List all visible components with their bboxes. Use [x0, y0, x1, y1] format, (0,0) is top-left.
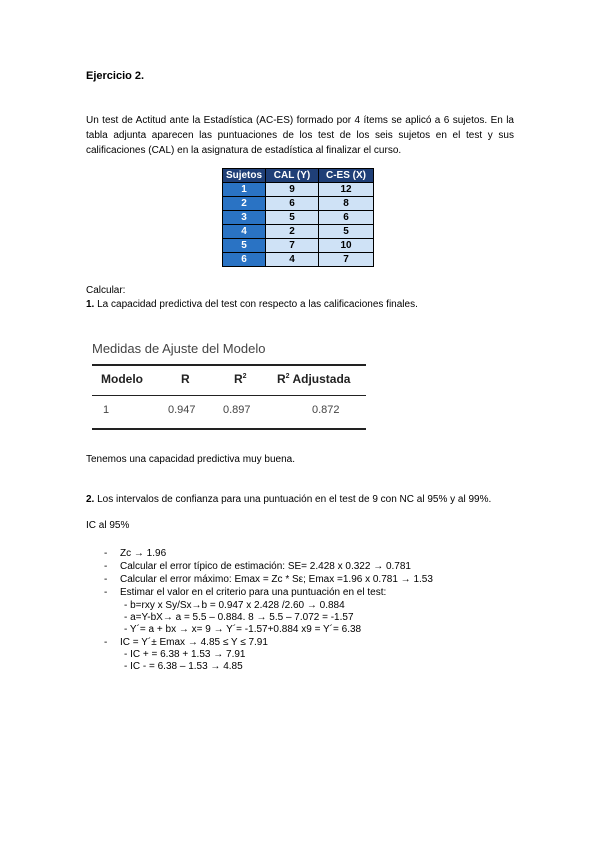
cell-subject: 1	[223, 183, 266, 197]
cell-ces: 5	[319, 225, 374, 239]
question-2-text: Los intervalos de confianza para una puntuación en el test de 9 con NC al 95% y al 99%.	[94, 494, 492, 505]
header-ces: C-ES (X)	[319, 169, 374, 183]
fit-value-r2-adjusted: 0.872	[312, 404, 340, 416]
fit-header-r2: $R^2$	[234, 372, 247, 386]
fit-value-r: 0.947	[168, 404, 196, 416]
cell-cal: 5	[266, 211, 319, 225]
header-cal: CAL (Y)	[266, 169, 319, 183]
question-2-number: 2.	[86, 494, 95, 505]
table-row	[223, 239, 374, 253]
fit-header-r2-adjusted: $R^2$ Adjustada	[277, 372, 351, 386]
cell-ces: 7	[319, 253, 374, 267]
data-table-header-row	[223, 169, 374, 183]
fit-table-title: Medidas de Ajuste del Modelo	[92, 341, 266, 356]
table-row	[223, 211, 374, 225]
intro-paragraph: Un test de Actitud ante la Estadística (AC-ES) formado por 4 ítems se aplicó a 6 sujetos. En la tabla adjunta aparecen las puntuaciones de los test de los seis sujetos en el test y sus calificaciones (CAL) en la asignatura de estadística al finalizar el curso.	[86, 115, 514, 156]
data-table	[222, 168, 374, 267]
conclusion-text: Tenemos una capacidad predictiva muy buena.	[86, 454, 296, 465]
cell-cal: 9	[266, 183, 319, 197]
question-1-number: 1.	[86, 299, 95, 310]
fit-table-bottom-rule	[92, 428, 366, 430]
cell-ces: 12	[319, 183, 374, 197]
cell-cal: 7	[266, 239, 319, 253]
cell-subject: 4	[223, 225, 266, 239]
cell-subject: 3	[223, 211, 266, 225]
table-row	[223, 197, 374, 211]
table-row	[223, 225, 374, 239]
fit-header-modelo: Modelo	[101, 372, 143, 386]
question-1-text: La capacidad predictiva del test con respecto a las calificaciones finales.	[94, 299, 418, 310]
fit-value-modelo: 1	[103, 404, 110, 416]
question-1	[86, 299, 418, 310]
fit-value-r2: 0.897	[223, 404, 251, 416]
fit-header-r: R	[181, 372, 190, 386]
table-row	[223, 183, 374, 197]
table-row	[223, 253, 374, 267]
fit-table-mid-rule	[92, 395, 366, 396]
exercise-title: Ejercicio 2.	[86, 70, 145, 82]
cell-cal: 2	[266, 225, 319, 239]
fit-table-top-rule	[92, 364, 366, 366]
ic95-label: IC al 95%	[86, 520, 130, 531]
cell-ces: 10	[319, 239, 374, 253]
cell-subject: 5	[223, 239, 266, 253]
cell-subject: 2	[223, 197, 266, 211]
cell-cal: 4	[266, 253, 319, 267]
cell-ces: 6	[319, 211, 374, 225]
cell-subject: 6	[223, 253, 266, 267]
question-2	[86, 494, 491, 505]
calcular-label: Calcular:	[86, 285, 126, 296]
header-sujetos: Sujetos	[223, 169, 266, 183]
cell-ces: 8	[319, 197, 374, 211]
cell-cal: 6	[266, 197, 319, 211]
